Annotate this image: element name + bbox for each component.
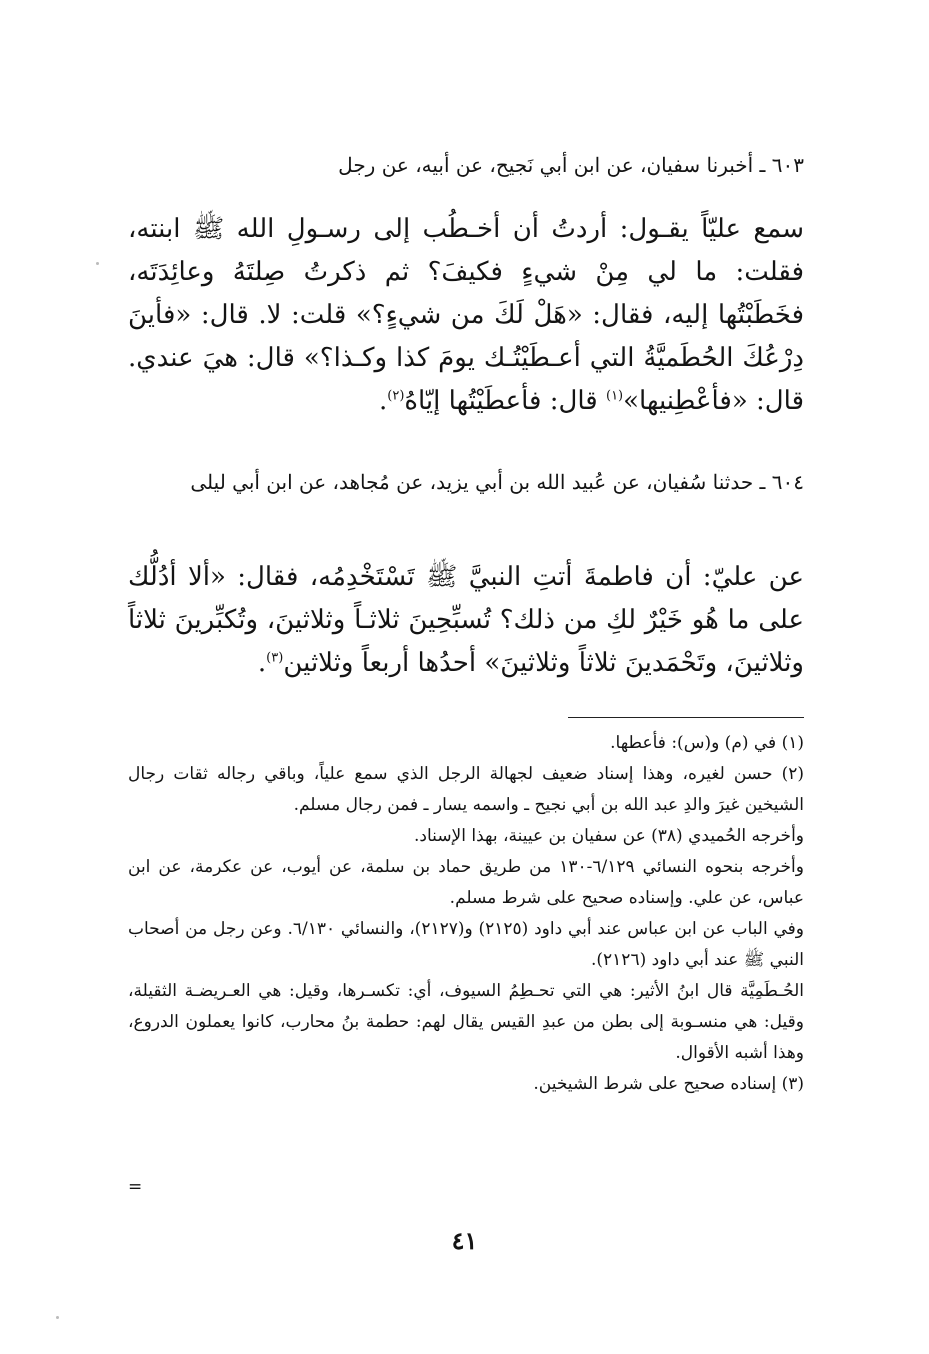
page-number: ٤١ (451, 1226, 478, 1255)
footnote-3: (٣) إسناده صحيح على شرط الشيخين. (533, 1074, 804, 1094)
hadith-604-isnad: ٦٠٤ ـ حدثنا سُفيان، عن عُبيد الله بن أبي يزيد، عن مُجاهد، عن ابن أبي ليلى (190, 470, 804, 494)
scan-speck (96, 262, 99, 265)
scan-speck (56, 1316, 59, 1319)
footnotes (128, 728, 804, 1100)
footnote-2-hutamiyya: الحُـطَمِيَّة قال ابنُ الأثير: هي التي تحـطِمُ السيوف، أي: تكسـرها، وقيل: هي العـريضـة الثقيلة، وقيل: هي منسـوبة إلى بطن من عبدِ القيس يقال لهم: حطمة بنُ محارب، كانوا يعملون الدروع، وهذا أشبه الأقوال. (128, 981, 804, 1063)
footnote-ref-3: (٣) (266, 650, 284, 666)
footnote-2-nasai: وأخرجه بنحوه النسائي ٦/١٢٩-١٣٠ من طريق حماد بن سلمة، عن أيوب، عن عكرمة، عن ابن عباس، عن علي. وإسناده صحيح على شرط مسلم. (128, 857, 804, 908)
footnote-ref-2: (٢) (387, 388, 405, 404)
hadith-603-isnad: ٦٠٣ ـ أخبرنا سفيان، عن ابن أبي نَجيح، عن أبيه، عن رجل (338, 153, 804, 177)
continuation-mark: = (128, 1177, 143, 1197)
footnote-2-bab: وفي الباب عن ابن عباس عند أبي داود (٢١٢٥) و(٢١٢٧)، والنسائي ٦/١٣٠. وعن رجل من أصحاب النبي ﷺ عند أبي داود (٢١٢٦). (128, 919, 804, 970)
hadith-603-text-part2: قال: فأعطَيْتُها إيّاهُ (404, 386, 606, 416)
footnote-1: (١) في (م) و(س): فأعطها. (610, 733, 804, 753)
hadith-604-matn: عن عليّ: أن فاطمةَ أتتِ النبيَّ ﷺ تَسْتَخْدِمُه، فقال: «ألا أدُلُّك على ما هُو خَيْرٌ لكِ من ذلك؟ تُسبِّحِينَ ثلاثـاً وثلاثينَ، وتُكبِّرينَ ثلاثاً وثلاثينَ، وتَحْمَدينَ ثلاثاً وثلاثينَ» أحدُها أربعاً وثلاثين$^{(٣)}$. (128, 562, 804, 678)
footnote-2-humaydi: وأخرجه الحُميدي (٣٨) عن سفيان بن عيينة، بهذا الإسناد. (414, 826, 804, 846)
hadith-603-text-part1: سمع عليّاً يقـول: أردتُ أن أخـطُب إلى رسـولِ الله ﷺ ابنته، فقلت: ما لي مِنْ شيءٍ فكيفَ؟ ثم ذكرتُ صِلتَهُ وعائِدَتَه، فخَطَبْتُها إليه، فقال: «هَلْ لَكَ من شيءٍ؟» قلت: لا. قال: «فأينَ دِرْعُكَ الحُطَميَّةُ التي أعـطَيْتُـك يومَ كذا وكـذا؟» قال: هيَ عندي. قال: «فأعْطِنيها» (128, 214, 804, 416)
footnote-2: (٢) حسن لغيره، وهذا إسناد ضعيف لجهالة الرجل الذي سمع علياً، وباقي رجاله ثقات رجال الشيخين غيرَ والدِ عبد الله بن أبي نجيح ـ واسمه يسار ـ فمن رجال مسلم. (128, 764, 804, 815)
hadith-603-matn: سمع عليّاً يقـول: أردتُ أن أخـطُب إلى رسـولِ الله ﷺ ابنته، فقلت: ما لي مِنْ شيءٍ فكيفَ؟ ثم ذكرتُ صِلتَهُ وعائِدَتَه، فخَطَبْتُها إليه، فقال: «هَلْ لَكَ من شيءٍ؟» قلت: لا. قال: «فأينَ دِرْعُكَ الحُطَميَّةُ التي أعـطَيْتُـك يومَ كذا وكـذا؟» قال: هيَ عندي. قال: «فأعْطِنيها»$^{(١)}$ قال: فأعطَيْتُها إيّاهُ$^{(٢)}$. (128, 214, 804, 416)
hadith-604-text: عن عليّ: أن فاطمةَ أتتِ النبيَّ ﷺ تَسْتَخْدِمُه، فقال: «ألا أدُلُّك على ما هُو خَيْرٌ لكِ من ذلك؟ تُسبِّحِينَ ثلاثـاً وثلاثينَ، وتُكبِّرينَ ثلاثاً وثلاثينَ، وتَحْمَدينَ ثلاثاً وثلاثينَ» أحدُها أربعاً وثلاثين (128, 562, 804, 678)
footnote-ref-1: (١) (605, 388, 624, 404)
footnote-separator (568, 717, 804, 718)
